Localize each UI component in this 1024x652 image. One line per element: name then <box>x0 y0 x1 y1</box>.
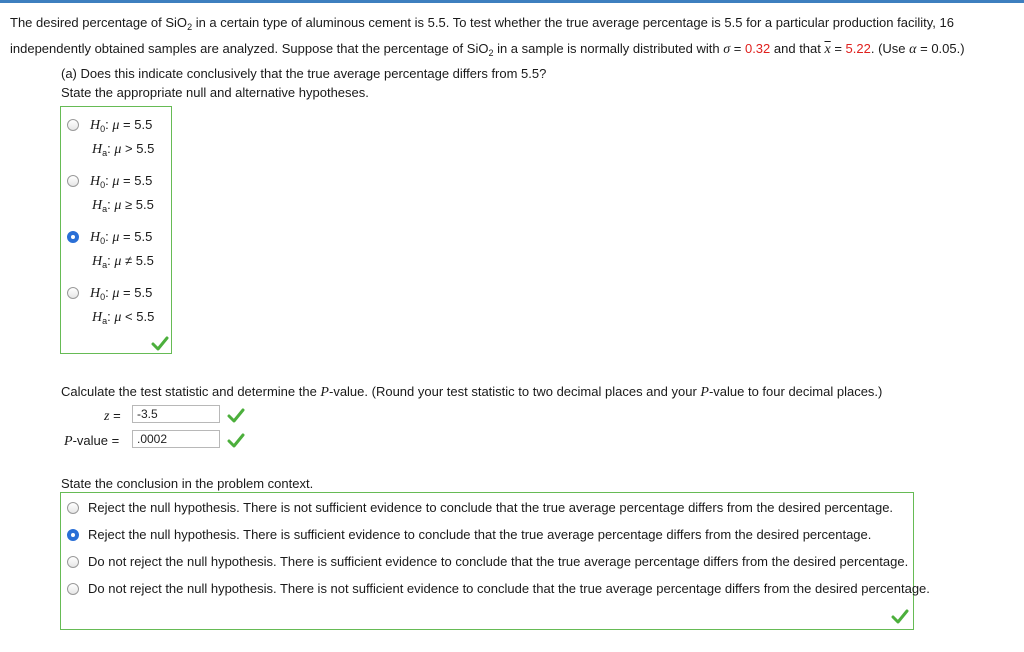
z-statistic-input[interactable]: -3.5 <box>132 405 220 423</box>
alternative-hypothesis: $H_a$: μ ≠ 5.5 <box>92 253 154 270</box>
part-a-question: (a) Does this indicate conclusively that the true average percentage differs from 5.5? <box>61 66 547 81</box>
radio-button[interactable] <box>67 502 79 514</box>
checkmark-icon <box>227 433 245 448</box>
radio-button-selected[interactable] <box>67 231 79 243</box>
conclusion-option-text: Do not reject the null hypothesis. There is not sufficient evidence to conclude that the true average percentage differs from the desired percentage. <box>88 581 930 596</box>
radio-button[interactable] <box>67 119 79 131</box>
radio-button[interactable] <box>67 175 79 187</box>
conclusion-answer-box <box>60 492 930 630</box>
sigma-symbol: σ <box>723 42 731 57</box>
problem-text-2: in a certain type of aluminous cement is 5.5. To test whether the true average percentage is 5.5 for a particular production facility, 16 independently obtained samples are analyzed. Suppose that the percentage of SiO <box>10 15 954 56</box>
hypothesis-option-2[interactable] <box>61 168 173 218</box>
null-hypothesis: $H_0$: μ = 5.5 <box>90 173 153 190</box>
radio-button[interactable] <box>67 287 79 299</box>
alpha-symbol: α <box>909 42 917 57</box>
hypothesis-option-3[interactable] <box>61 224 173 274</box>
subscript-2: 2 <box>187 22 193 32</box>
alternative-hypothesis: $H_a$: μ > 5.5 <box>92 141 155 158</box>
radio-button-selected[interactable] <box>67 529 79 541</box>
conclusion-option-2[interactable] <box>61 522 911 548</box>
problem-text-3: in a sample is normally distributed with <box>493 41 724 56</box>
z-label: z = <box>104 408 121 424</box>
conclusion-option-text: Reject the null hypothesis. There is not sufficient evidence to conclude that the true average percentage differs from the desired percentage. <box>88 500 894 515</box>
alternative-hypothesis: $H_a$: μ ≥ 5.5 <box>92 197 154 214</box>
conclusion-option-text: Reject the null hypothesis. There is sufficient evidence to conclude that the true average percentage differs from the desired percentage. <box>88 527 872 542</box>
alternative-hypothesis: $H_a$: μ < 5.5 <box>92 309 155 326</box>
p-value-label: P-value = <box>64 433 120 449</box>
conclusion-option-4[interactable] <box>61 576 930 602</box>
hypothesis-option-4[interactable] <box>61 280 173 330</box>
p-value-input[interactable]: .0002 <box>132 430 220 448</box>
null-hypothesis: $H_0$: μ = 5.5 <box>90 285 153 302</box>
subscript-2: 2 <box>488 48 494 58</box>
alpha-value: = 0.05.) <box>916 41 965 56</box>
hypotheses-answer-box <box>60 106 172 354</box>
conclusion-option-1[interactable] <box>61 495 911 521</box>
equals-sign: = <box>730 41 745 56</box>
xbar-symbol: $\overline{x}$ <box>824 42 831 57</box>
radio-button[interactable] <box>67 556 79 568</box>
top-accent-bar <box>0 0 1024 3</box>
sigma-value: 0.32 <box>744 41 771 56</box>
part-a-instruction: State the appropriate null and alternative hypotheses. <box>61 85 369 100</box>
problem-text-5: . (Use <box>870 41 910 56</box>
checkmark-icon <box>227 408 245 423</box>
hypothesis-option-1[interactable] <box>61 112 173 162</box>
problem-statement <box>10 10 1018 63</box>
problem-text-1: The desired percentage of SiO <box>10 15 188 30</box>
conclusion-instruction: State the conclusion in the problem context. <box>61 476 314 491</box>
equals-sign: = <box>830 41 846 56</box>
calc-instruction: Calculate the test statistic and determine the P-value. (Round your test statistic to two decimal places and your P-value to four decimal places.) <box>61 384 883 400</box>
null-hypothesis: $H_0$: μ = 5.5 <box>90 117 153 134</box>
conclusion-option-text: Do not reject the null hypothesis. There is sufficient evidence to conclude that the true average percentage differs from the desired percentage. <box>88 554 909 569</box>
problem-text-4: and that <box>770 41 825 56</box>
null-hypothesis: $H_0$: μ = 5.5 <box>90 229 153 246</box>
checkmark-icon <box>151 336 169 351</box>
checkmark-icon <box>891 609 909 624</box>
conclusion-option-3[interactable] <box>61 549 911 575</box>
xbar-value: 5.22 <box>845 41 871 56</box>
radio-button[interactable] <box>67 583 79 595</box>
